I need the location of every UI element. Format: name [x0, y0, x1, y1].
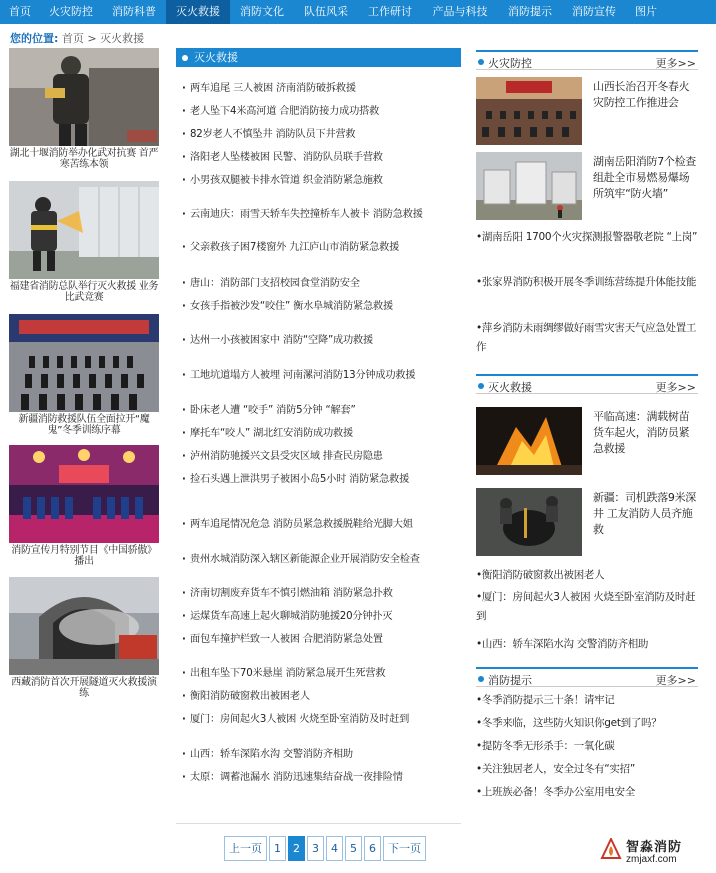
news-item[interactable]: •张家界消防积极开展冬季训练营练提升体能技能: [476, 276, 697, 288]
nav-item-rescue[interactable]: 灭火救援: [166, 0, 230, 24]
more-link[interactable]: 更多>>: [655, 57, 696, 70]
photo-card[interactable]: [9, 48, 159, 170]
picture-news-title[interactable]: 平临高速：满载树苗货车起火，消防员紧急救援: [593, 410, 690, 455]
news-item[interactable]: · 衡阳消防破窗救出被困老人: [190, 691, 452, 703]
news-item[interactable]: •衡阳消防破窗救出被困老人: [476, 569, 605, 581]
nav-item-science[interactable]: 消防科普: [112, 5, 156, 18]
storage-tanks-photo[interactable]: [476, 152, 582, 220]
site-watermark: [596, 832, 716, 872]
news-item[interactable]: · 摩托车“咬人” 湖北红安消防成功救援: [190, 428, 452, 440]
firefighter-photo[interactable]: [9, 48, 159, 146]
news-item[interactable]: · 出租车坠下70米悬崖 消防紧急展开生死营救: [190, 668, 452, 680]
news-item[interactable]: •萍乡消防未雨绸缪做好雨雪灾害天气应急处置工作: [476, 322, 697, 353]
truck-fire-photo[interactable]: [476, 407, 582, 475]
tunnel-drill-photo[interactable]: [9, 577, 159, 675]
news-item[interactable]: •关注独居老人，安全过冬有“实招”: [476, 763, 635, 775]
news-item[interactable]: · 小男孩双腿被卡排水管道 织金消防紧急施救: [190, 175, 452, 187]
right-section-title: 灭火救援: [488, 381, 532, 394]
firefighter-photo[interactable]: [9, 181, 159, 279]
right-section-header: [476, 50, 698, 70]
more-link[interactable]: 更多>>: [655, 381, 696, 394]
news-item[interactable]: · 贵州水城消防深入辖区新能源企业开展消防安全检查: [190, 554, 452, 566]
breadcrumb-current-link[interactable]: 灭火救援: [100, 32, 145, 45]
meeting-photo[interactable]: [476, 77, 582, 145]
page-4-button[interactable]: 4: [326, 836, 343, 861]
nav-item-home[interactable]: 首页: [9, 5, 31, 18]
news-item[interactable]: · 捡石头遇上泄洪男子被困小岛5小时 消防紧急救援: [190, 474, 452, 486]
more-link[interactable]: 更多>>: [655, 674, 696, 687]
photo-card[interactable]: [9, 445, 159, 567]
breadcrumb-label: 您的位置:: [10, 32, 59, 45]
flame-logo-icon: [599, 838, 623, 862]
stage-show-photo[interactable]: [9, 445, 159, 543]
nav-item-tips[interactable]: 消防提示: [508, 5, 552, 18]
right-section-header: [476, 667, 698, 687]
news-item[interactable]: •湖南岳阳 1700个火灾探测报警器敬老院 “上岗”: [476, 231, 698, 243]
news-item[interactable]: · 两车追尾情况危急 消防员紧急救援脱鞋给光脚大姐: [190, 519, 452, 531]
news-item[interactable]: · 女孩手指被沙发“咬住” 衡水阜城消防紧急救援: [190, 301, 452, 313]
news-item[interactable]: •上班族必备！冬季办公室用电安全: [476, 786, 635, 798]
picture-news-title[interactable]: 山西长治召开冬春火灾防控工作推进会: [593, 80, 690, 109]
news-item[interactable]: · 面包车撞护栏致一人被困 合肥消防紧急处置: [190, 634, 452, 646]
right-section-header: [476, 374, 698, 394]
news-item[interactable]: · 泸州消防驰援兴文县受灾区域 排查民房隐患: [190, 451, 452, 463]
photo-card[interactable]: [9, 577, 159, 699]
photo-card-caption[interactable]: 福建省消防总队举行灭火救援 业务比武竞赛: [9, 281, 159, 303]
pagination: [224, 836, 426, 862]
news-item[interactable]: •提防冬季无形杀手：一氧化碳: [476, 740, 615, 752]
news-item[interactable]: · 唐山：消防部门支招校园食堂消防安全: [190, 278, 452, 290]
news-item[interactable]: •山西：轿车深陷水沟 交警消防齐相助: [476, 638, 649, 650]
picture-news[interactable]: [476, 152, 698, 220]
page-2-button[interactable]: 2: [288, 836, 305, 861]
page-5-button[interactable]: 5: [345, 836, 362, 861]
news-item[interactable]: · 山西：轿车深陷水沟 交警消防齐相助: [190, 749, 452, 761]
news-item[interactable]: · 两车追尾 三人被困 济南消防破拆救援: [190, 83, 452, 95]
news-item[interactable]: •冬季来临，这些防火知识你get到了吗？: [476, 717, 662, 729]
nav-item-publicity[interactable]: 消防宣传: [572, 5, 616, 18]
photo-card-caption[interactable]: 消防宣传月特别节目《中国骄傲》播出: [11, 545, 157, 567]
breadcrumb-home-link[interactable]: 首页: [61, 32, 84, 45]
photo-card[interactable]: [9, 181, 159, 303]
right-section-rescue: [476, 374, 698, 658]
nav-item-fire-prevention[interactable]: 火灾防控: [49, 5, 93, 18]
nav-item-pictures[interactable]: 图片: [635, 5, 657, 18]
news-item[interactable]: · 太原：调蓄池漏水 消防迅速集结奋战一夜排险情: [190, 772, 452, 784]
news-item[interactable]: •厦门：房间起火3人被困 火烧至卧室消防及时赶到: [476, 591, 696, 622]
nav-item-team[interactable]: 队伍风采: [304, 5, 348, 18]
photo-card-caption[interactable]: 湖北十堰消防举办化武对抗赛 首严寒苦练本领: [9, 148, 159, 170]
right-section-tips: [476, 667, 698, 807]
news-item[interactable]: · 达州一小孩被困家中 消防“空降”成功救援: [190, 335, 452, 347]
news-item[interactable]: · 父亲救孩子困7楼窗外 九江庐山市消防紧急救援: [190, 242, 452, 254]
middle-section-header: 灭火救援: [176, 48, 461, 67]
nav-item-products[interactable]: 产品与科技: [432, 5, 488, 18]
well-rescue-photo[interactable]: [476, 488, 582, 556]
news-item[interactable]: · 工地坑道塌方人被埋 河南漯河消防13分钟成功救援: [190, 370, 452, 382]
news-item[interactable]: · 运煤货车高速上起火聊城消防驰援20分钟扑灭: [190, 611, 452, 623]
right-section-title: 火灾防控: [488, 57, 532, 70]
prev-page-button[interactable]: 上一页: [224, 836, 267, 861]
training-ceremony-photo[interactable]: [9, 314, 159, 412]
picture-news-title[interactable]: 新疆：司机跌落9米深井 工友消防人员齐施救: [593, 491, 696, 536]
photo-card-caption[interactable]: 西藏消防首次开展隧道灭火救援演练: [11, 677, 157, 699]
list-divider: [176, 823, 461, 824]
photo-card[interactable]: [9, 314, 159, 436]
breadcrumb-separator: >: [87, 32, 97, 45]
nav-item-culture[interactable]: 消防文化: [240, 5, 284, 18]
picture-news[interactable]: [476, 77, 698, 145]
right-section-fire-prevention: [476, 50, 698, 368]
watermark-name: 智淼消防: [626, 840, 683, 855]
photo-card-caption[interactable]: 新疆消防救援队伍全面拉开“魔鬼”冬季训练序幕: [18, 414, 150, 436]
news-item[interactable]: · 洛阳老人坠楼被困 民警、消防队员联手营救: [190, 152, 452, 164]
page-1-button[interactable]: 1: [269, 836, 286, 861]
picture-news-title[interactable]: 湖南岳阳消防7个检查组赴全市易燃易爆场所筑牢“防火墙”: [593, 155, 696, 200]
breadcrumb: [10, 30, 144, 46]
news-item[interactable]: · 老人坠下4米高河道 合肥消防接力成功搭救: [190, 106, 452, 118]
news-item[interactable]: · 济南切割废弃货车不慎引燃油箱 消防紧急扑救: [190, 588, 452, 600]
next-page-button[interactable]: 下一页: [383, 836, 426, 861]
right-section-title: 消防提示: [488, 674, 532, 687]
news-item[interactable]: · 厦门：房间起火3人被困 火烧至卧室消防及时赶到: [190, 714, 452, 726]
news-item[interactable]: · 82岁老人不慎坠井 消防队员下井营救: [190, 129, 452, 141]
picture-news[interactable]: [476, 488, 698, 556]
top-nav: [0, 0, 716, 24]
news-item[interactable]: •冬季消防提示三十条！请牢记: [476, 694, 615, 706]
news-item[interactable]: · 云南迪庆：雨雪天轿车失控撞桥车人被卡 消防急救援: [190, 209, 452, 221]
page-3-button[interactable]: 3: [307, 836, 324, 861]
watermark-domain: zmjaxf.com: [626, 854, 677, 865]
picture-news[interactable]: [476, 407, 698, 475]
news-item[interactable]: · 卧床老人遭 “咬手” 消防5分钟 “解套”: [190, 405, 452, 417]
page-6-button[interactable]: 6: [364, 836, 381, 861]
nav-item-research[interactable]: 工作研讨: [368, 5, 412, 18]
